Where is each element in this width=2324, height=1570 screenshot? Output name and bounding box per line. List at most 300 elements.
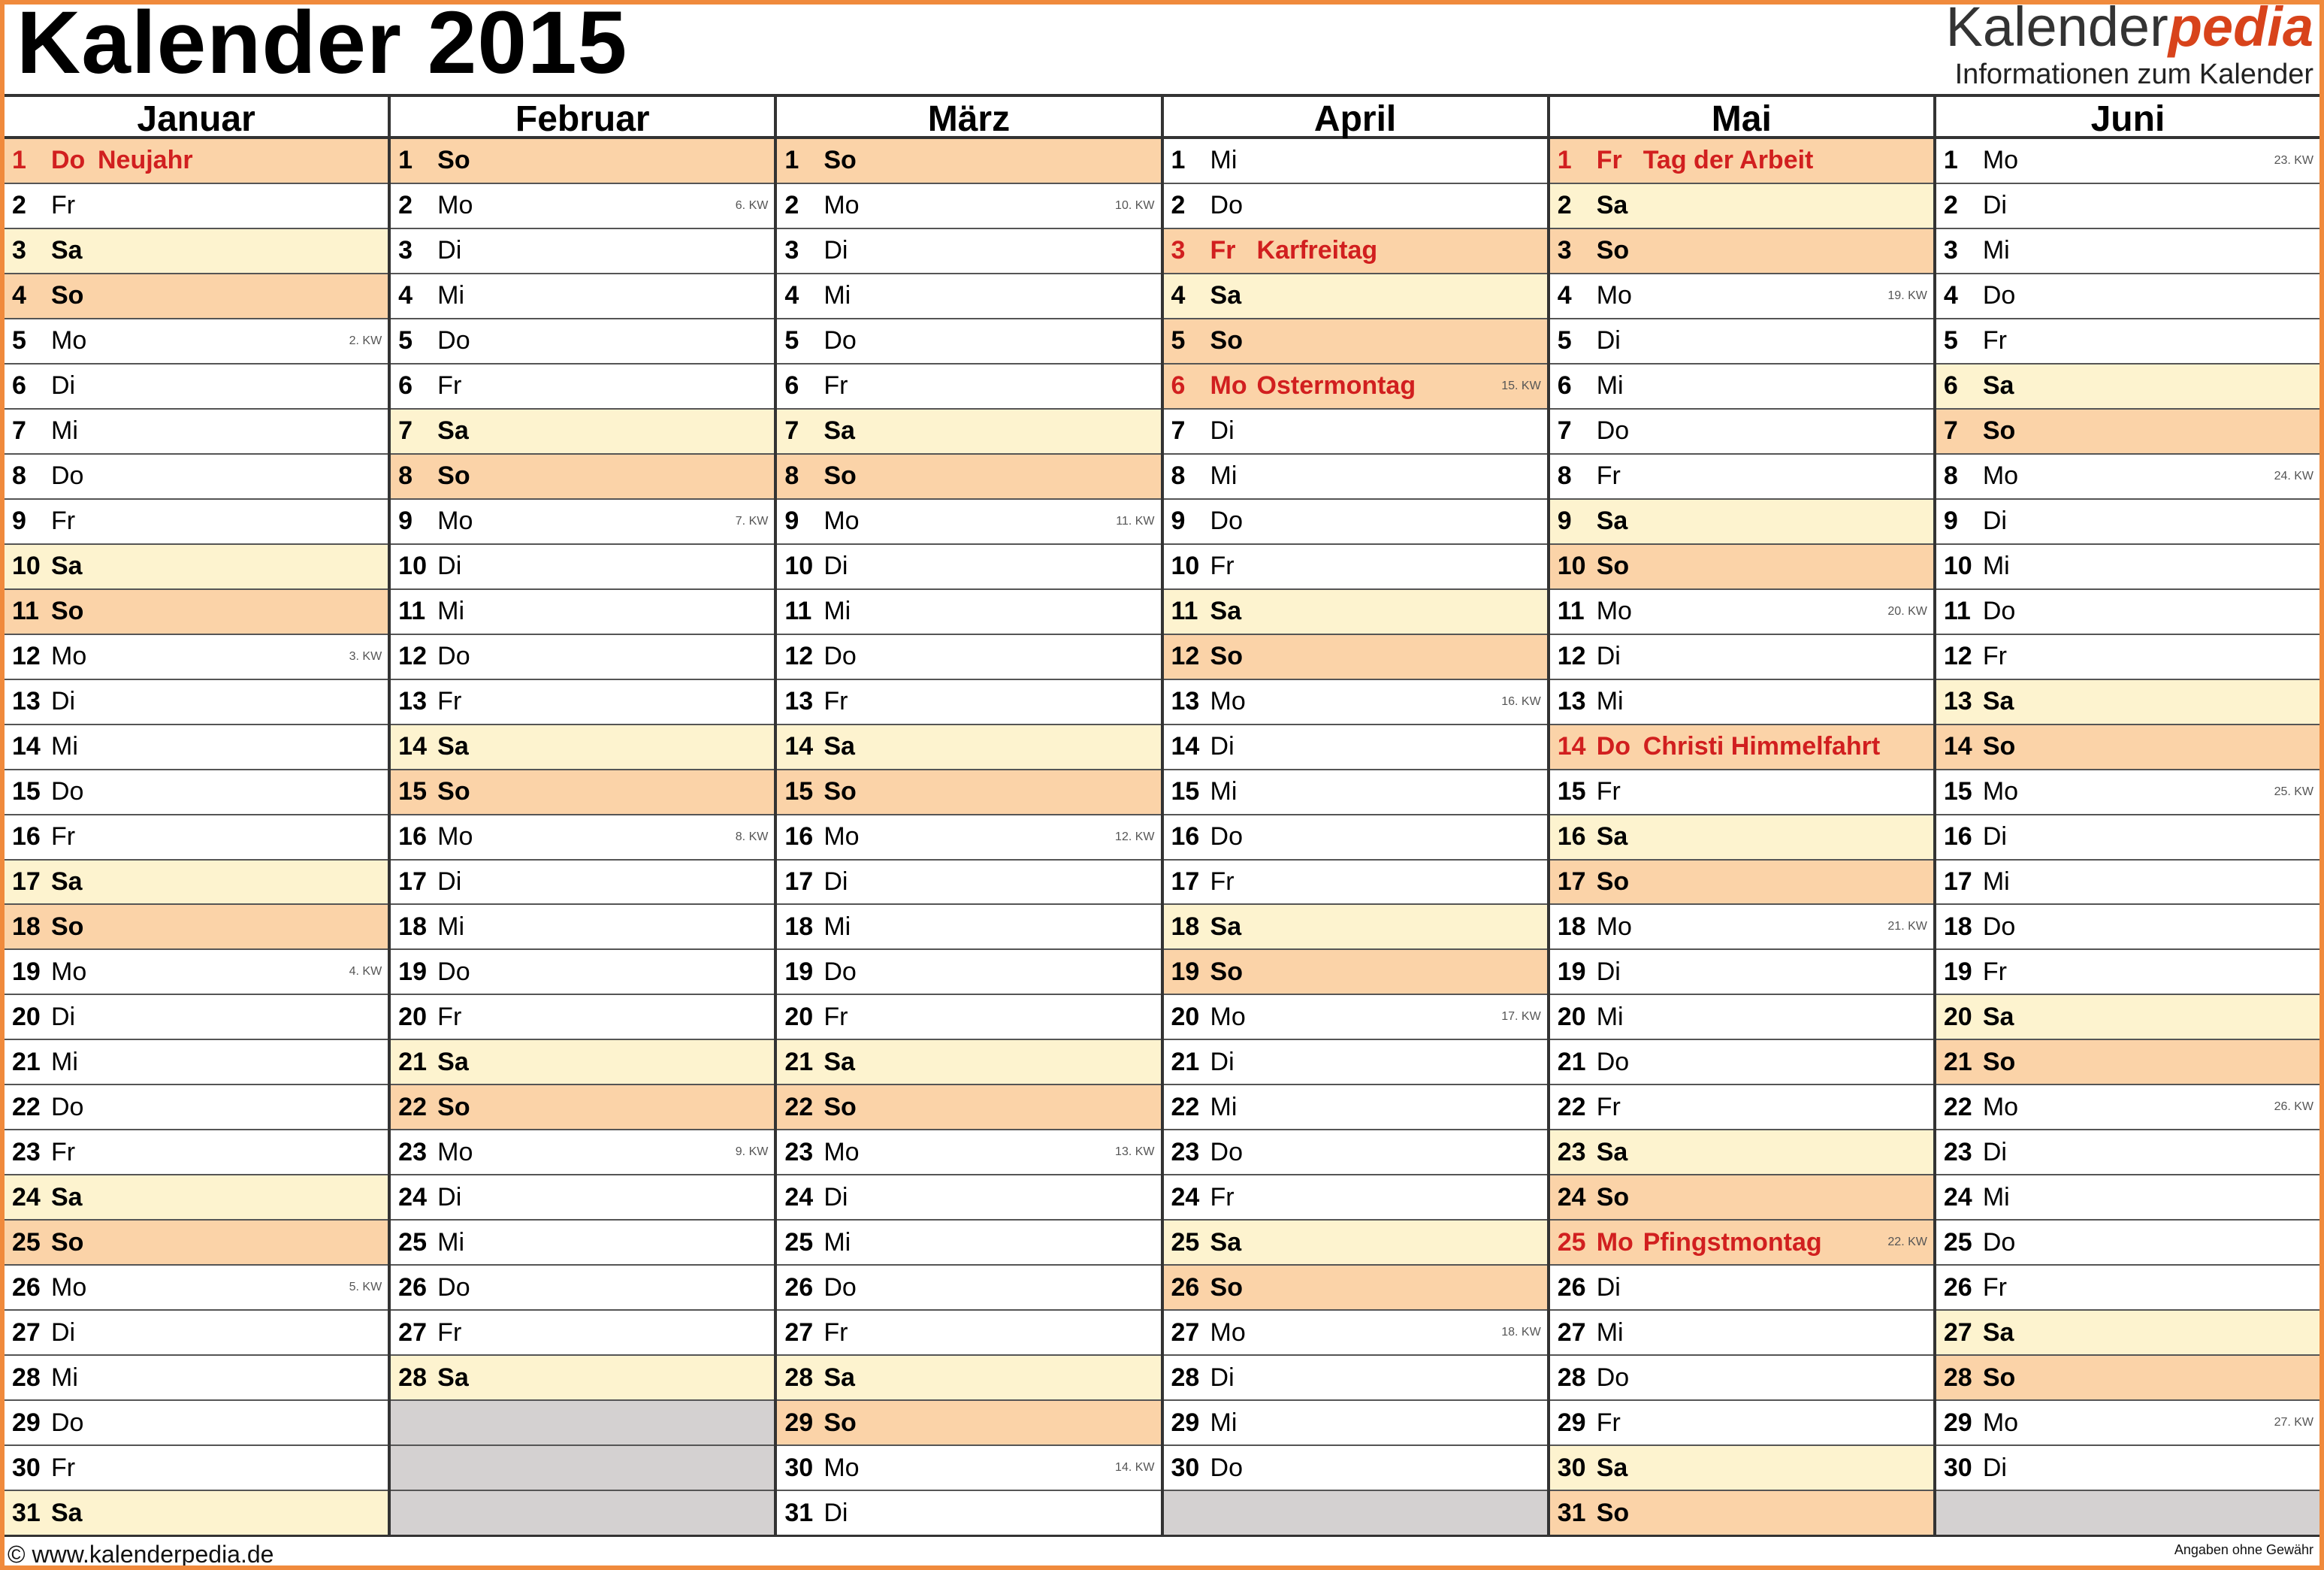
day-row — [1936, 590, 2319, 635]
day-number: 1 — [1943, 146, 1958, 175]
day-number: 11 — [1943, 597, 1971, 626]
weekday-label: Di — [51, 1317, 76, 1347]
day-row — [1164, 635, 1547, 680]
day-number: 1 — [398, 146, 413, 175]
weekday-label: Do — [51, 1092, 84, 1121]
day-row — [1550, 1311, 1933, 1356]
day-row — [391, 905, 774, 950]
day-row — [1164, 770, 1547, 815]
weekday-label: Mi — [1596, 1317, 1624, 1347]
day-row — [1164, 545, 1547, 590]
day-row — [1550, 905, 1933, 950]
weekday-label: Mo — [1210, 687, 1246, 716]
day-number: 2 — [784, 191, 799, 220]
day-number: 6 — [1557, 371, 1572, 401]
day-number: 16 — [1557, 822, 1586, 852]
day-row — [777, 365, 1160, 410]
day-row — [777, 1446, 1160, 1491]
weekday-label: Fr — [437, 1317, 462, 1347]
day-number: 22 — [1943, 1092, 1972, 1121]
weekday-label: So — [824, 1408, 857, 1437]
month-column — [5, 94, 391, 1537]
day-row — [1936, 274, 2319, 319]
weekday-label: Mo — [51, 1272, 87, 1302]
day-number: 30 — [12, 1453, 41, 1482]
day-row — [5, 1266, 388, 1311]
day-number: 30 — [1171, 1453, 1200, 1482]
day-row — [5, 229, 388, 274]
weekday-label: Fr — [437, 1002, 462, 1031]
day-number: 20 — [1171, 1002, 1200, 1031]
day-number: 1 — [12, 146, 26, 175]
day-row — [391, 1221, 774, 1266]
day-row — [777, 229, 1160, 274]
day-number: 5 — [398, 326, 413, 355]
day-row — [1164, 1446, 1547, 1491]
month-column — [1550, 94, 1936, 1537]
weekday-label: Sa — [1210, 912, 1242, 941]
day-row — [777, 590, 1160, 635]
weekday-label: Fr — [51, 1453, 76, 1482]
day-row — [1164, 455, 1547, 500]
weekday-label: Sa — [1596, 1453, 1628, 1482]
day-row — [1550, 184, 1933, 229]
weekday-label: Do — [1982, 912, 2016, 941]
weekday-label: Mo — [1596, 597, 1632, 626]
day-row — [1550, 545, 1933, 590]
weekday-label: Di — [437, 867, 462, 896]
week-number-label: 15. KW — [1501, 379, 1541, 392]
weekday-label: Sa — [1210, 281, 1242, 310]
day-number: 8 — [12, 461, 26, 491]
day-number: 17 — [784, 867, 814, 896]
weekday-label: Sa — [1982, 1317, 2014, 1347]
day-number: 9 — [1943, 507, 1958, 536]
day-number: 8 — [1171, 461, 1186, 491]
week-number-label: 8. KW — [735, 830, 769, 843]
day-number: 24 — [398, 1182, 427, 1212]
day-number: 22 — [1171, 1092, 1200, 1121]
day-number: 13 — [1171, 687, 1200, 716]
day-number: 6 — [12, 371, 26, 401]
day-row — [1550, 229, 1933, 274]
weekday-label: Do — [437, 326, 470, 355]
day-row — [1164, 815, 1547, 861]
weekday-label: Fr — [1982, 1272, 2007, 1302]
weekday-label: Di — [437, 236, 462, 265]
day-row — [777, 274, 1160, 319]
day-number: 21 — [1557, 1047, 1586, 1076]
day-number: 15 — [1557, 777, 1586, 806]
day-number: 17 — [1943, 867, 1972, 896]
weekday-label: Di — [1596, 642, 1621, 671]
day-number: 19 — [784, 957, 814, 986]
footer-disclaimer: Angaben ohne Gewähr — [2174, 1542, 2313, 1557]
day-row — [777, 1401, 1160, 1446]
day-number: 7 — [12, 416, 26, 446]
weekday-label: Sa — [51, 1182, 83, 1212]
weekday-label: Sa — [437, 732, 469, 761]
day-row — [1936, 1356, 2319, 1401]
day-number: 15 — [1171, 777, 1200, 806]
weekday-label: Di — [1210, 1047, 1235, 1076]
week-number-label: 9. KW — [735, 1145, 769, 1159]
weekday-label: Mo — [1982, 1092, 2019, 1121]
weekday-label: Sa — [824, 1047, 855, 1076]
weekday-label: Fr — [1210, 867, 1235, 896]
week-number-label: 21. KW — [1887, 920, 1927, 933]
day-number: 8 — [1943, 461, 1958, 491]
day-number: 3 — [1171, 236, 1186, 265]
day-row — [777, 861, 1160, 906]
day-row — [777, 1491, 1160, 1537]
holiday-name: Tag der Arbeit — [1643, 146, 1814, 175]
week-number-label: 10. KW — [1115, 198, 1155, 212]
weekday-label: So — [1596, 552, 1630, 581]
day-number: 25 — [1171, 1227, 1200, 1257]
day-number: 23 — [1943, 1137, 1972, 1166]
empty-day-cell — [1936, 1491, 2319, 1537]
weekday-label: Di — [1982, 1137, 2007, 1166]
day-row — [777, 1356, 1160, 1401]
day-number: 22 — [784, 1092, 814, 1121]
day-row — [391, 1311, 774, 1356]
day-row — [1164, 1311, 1547, 1356]
day-number: 4 — [398, 281, 413, 310]
day-number: 10 — [784, 552, 814, 581]
day-row — [391, 500, 774, 545]
day-number: 16 — [1171, 822, 1200, 852]
empty-day-cell — [391, 1401, 774, 1446]
day-row — [1164, 1356, 1547, 1401]
day-number: 22 — [398, 1092, 427, 1121]
day-number: 16 — [398, 822, 427, 852]
weekday-label: Do — [1982, 281, 2016, 310]
day-row — [1164, 861, 1547, 906]
weekday-label: Mi — [1596, 687, 1624, 716]
day-row — [5, 545, 388, 590]
day-number: 31 — [12, 1498, 41, 1527]
day-row — [1164, 319, 1547, 365]
weekday-label: So — [437, 1092, 470, 1121]
weekday-label: Mo — [1596, 281, 1632, 310]
week-number-label: 11. KW — [1116, 514, 1155, 528]
day-row — [5, 319, 388, 365]
month-header: Januar — [5, 94, 388, 139]
week-number-label: 14. KW — [1115, 1461, 1155, 1475]
weekday-label: Mi — [1596, 371, 1624, 401]
weekday-label: Mo — [1210, 371, 1247, 401]
day-row — [5, 725, 388, 770]
day-row — [1550, 319, 1933, 365]
day-row — [391, 1085, 774, 1130]
day-row — [1936, 770, 2319, 815]
weekday-label: So — [824, 461, 857, 491]
weekday-label: Do — [1210, 1137, 1243, 1166]
day-number: 19 — [1943, 957, 1972, 986]
weekday-label: Do — [1982, 1227, 2016, 1257]
weekday-label: Mo — [437, 822, 473, 852]
day-number: 21 — [784, 1047, 814, 1076]
weekday-label: Sa — [437, 1363, 469, 1392]
day-number: 12 — [12, 642, 41, 671]
day-row — [5, 365, 388, 410]
day-row — [391, 274, 774, 319]
day-row — [1164, 139, 1547, 184]
day-number: 18 — [12, 912, 41, 941]
day-number: 29 — [1943, 1408, 1972, 1437]
weekday-label: Do — [51, 777, 84, 806]
weekday-label: Di — [437, 1182, 462, 1212]
day-row — [1550, 770, 1933, 815]
holiday-name: Christi Himmelfahrt — [1643, 732, 1881, 761]
day-number: 29 — [1171, 1408, 1200, 1437]
empty-day-cell — [1164, 1491, 1547, 1537]
day-row — [777, 410, 1160, 455]
weekday-label: Di — [1210, 732, 1235, 761]
weekday-label: Mo — [824, 507, 860, 536]
day-row — [1936, 950, 2319, 995]
day-row — [1550, 1266, 1933, 1311]
day-number: 21 — [398, 1047, 427, 1076]
day-row — [391, 861, 774, 906]
day-number: 22 — [1557, 1092, 1586, 1121]
weekday-label: Di — [824, 1498, 848, 1527]
weekday-label: Mi — [824, 1227, 851, 1257]
day-number: 14 — [12, 732, 41, 761]
day-row — [1936, 410, 2319, 455]
day-number: 13 — [398, 687, 427, 716]
day-number: 31 — [784, 1498, 814, 1527]
day-row — [391, 725, 774, 770]
day-row — [1550, 455, 1933, 500]
weekday-label: Fr — [1596, 1408, 1621, 1437]
day-number: 17 — [398, 867, 427, 896]
day-row — [391, 1130, 774, 1175]
weekday-label: So — [1596, 867, 1630, 896]
day-row — [1164, 590, 1547, 635]
weekday-label: Di — [51, 687, 76, 716]
day-row — [5, 410, 388, 455]
weekday-label: Mi — [51, 416, 78, 446]
day-number: 31 — [1557, 1498, 1586, 1527]
weekday-label: Do — [1210, 822, 1243, 852]
weekday-label: Mo — [824, 1137, 860, 1166]
day-number: 20 — [784, 1002, 814, 1031]
day-number: 18 — [784, 912, 814, 941]
day-number: 13 — [12, 687, 41, 716]
weekday-label: Fr — [437, 687, 462, 716]
weekday-label: Mi — [1982, 867, 2010, 896]
day-row — [391, 1266, 774, 1311]
day-row — [1936, 1130, 2319, 1175]
weekday-label: Sa — [51, 867, 83, 896]
day-row — [1550, 274, 1933, 319]
weekday-label: Do — [1596, 1363, 1630, 1392]
weekday-label: Fr — [51, 191, 76, 220]
week-number-label: 13. KW — [1115, 1145, 1155, 1159]
weekday-label: Mi — [1210, 1408, 1238, 1437]
day-row — [1550, 1040, 1933, 1085]
day-number: 4 — [12, 281, 26, 310]
day-row — [1936, 1040, 2319, 1085]
weekday-label: Fr — [1596, 777, 1621, 806]
day-row — [1550, 680, 1933, 725]
day-number: 26 — [12, 1272, 41, 1302]
day-row — [1936, 500, 2319, 545]
day-number: 28 — [1171, 1363, 1200, 1392]
weekday-label: Fr — [824, 371, 848, 401]
month-days — [1164, 139, 1547, 1537]
day-row — [1936, 1221, 2319, 1266]
footer-copyright[interactable]: © www.kalenderpedia.de — [8, 1541, 274, 1568]
day-number: 1 — [1171, 146, 1186, 175]
day-number: 10 — [1557, 552, 1586, 581]
weekday-label: So — [1982, 732, 2016, 761]
day-number: 18 — [1943, 912, 1972, 941]
weekday-label: Do — [824, 326, 857, 355]
day-number: 23 — [784, 1137, 814, 1166]
day-row — [5, 1085, 388, 1130]
day-number: 11 — [398, 597, 426, 626]
week-number-label: 19. KW — [1887, 289, 1927, 302]
day-row — [1936, 861, 2319, 906]
day-row — [1164, 274, 1547, 319]
month-header: März — [777, 94, 1160, 139]
day-row — [1550, 1356, 1933, 1401]
day-row — [1164, 950, 1547, 995]
weekday-label: Mi — [1210, 777, 1238, 806]
holiday-name: Pfingstmontag — [1643, 1227, 1822, 1257]
day-row — [5, 950, 388, 995]
week-number-label: 26. KW — [2274, 1100, 2314, 1114]
weekday-label: Mi — [51, 1363, 78, 1392]
day-row — [1550, 1175, 1933, 1221]
day-number: 3 — [398, 236, 413, 265]
weekday-label: Sa — [437, 1047, 469, 1076]
day-number: 27 — [1557, 1317, 1586, 1347]
day-number: 27 — [12, 1317, 41, 1347]
day-number: 6 — [1171, 371, 1186, 401]
weekday-label: Mo — [1596, 1227, 1633, 1257]
weekday-label: Di — [1982, 507, 2007, 536]
day-row — [1164, 500, 1547, 545]
weekday-label: So — [437, 461, 470, 491]
holiday-name: Karfreitag — [1256, 236, 1378, 265]
day-number: 5 — [1943, 326, 1958, 355]
weekday-label: Di — [1982, 822, 2007, 852]
weekday-label: Sa — [1596, 507, 1628, 536]
day-number: 25 — [398, 1227, 427, 1257]
day-number: 29 — [1557, 1408, 1586, 1437]
day-row — [5, 635, 388, 680]
weekday-label: So — [1982, 1047, 2016, 1076]
day-number: 30 — [784, 1453, 814, 1482]
weekday-label: Mo — [1210, 1002, 1246, 1031]
day-row — [1550, 1446, 1933, 1491]
day-row — [1936, 680, 2319, 725]
weekday-label: Do — [437, 957, 470, 986]
day-row — [1936, 1401, 2319, 1446]
day-row — [777, 545, 1160, 590]
day-number: 14 — [1943, 732, 1972, 761]
weekday-label: So — [1210, 326, 1243, 355]
weekday-label: Fr — [1596, 461, 1621, 491]
weekday-label: Mi — [51, 732, 78, 761]
day-number: 8 — [784, 461, 799, 491]
day-row — [391, 1356, 774, 1401]
weekday-label: So — [51, 281, 84, 310]
day-number: 21 — [1943, 1047, 1972, 1076]
day-number: 23 — [12, 1137, 41, 1166]
day-row — [391, 319, 774, 365]
day-row — [777, 319, 1160, 365]
day-row — [391, 455, 774, 500]
weekday-label: Di — [824, 867, 848, 896]
weekday-label: So — [51, 912, 84, 941]
day-row — [777, 950, 1160, 995]
weekday-label: Sa — [824, 732, 855, 761]
day-number: 16 — [1943, 822, 1972, 852]
day-number: 1 — [1557, 146, 1572, 175]
day-row — [777, 770, 1160, 815]
day-row — [1936, 995, 2319, 1040]
day-number: 8 — [1557, 461, 1572, 491]
weekday-label: Mo — [1982, 461, 2019, 491]
weekday-label: Sa — [824, 1363, 855, 1392]
day-row — [5, 1221, 388, 1266]
day-number: 2 — [1171, 191, 1186, 220]
day-number: 9 — [398, 507, 413, 536]
day-row — [1936, 455, 2319, 500]
day-number: 24 — [1171, 1182, 1200, 1212]
weekday-label: Sa — [1982, 687, 2014, 716]
day-number: 2 — [1557, 191, 1572, 220]
week-number-label: 3. KW — [349, 649, 382, 663]
month-column — [1936, 94, 2319, 1537]
day-number: 2 — [1943, 191, 1958, 220]
day-row — [1936, 1311, 2319, 1356]
month-header: Juni — [1936, 94, 2319, 139]
day-number: 25 — [784, 1227, 814, 1257]
day-number: 6 — [1943, 371, 1958, 401]
brand-name — [1946, 0, 2314, 59]
day-number: 30 — [1943, 1453, 1972, 1482]
day-number: 24 — [1557, 1182, 1586, 1212]
weekday-label: So — [824, 146, 857, 175]
day-row — [1936, 1175, 2319, 1221]
weekday-label: Mo — [824, 822, 860, 852]
day-row — [391, 184, 774, 229]
day-number: 26 — [1943, 1272, 1972, 1302]
day-number: 26 — [1557, 1272, 1586, 1302]
day-row — [777, 184, 1160, 229]
day-number: 26 — [1171, 1272, 1200, 1302]
weekday-label: Mo — [1982, 1408, 2019, 1437]
week-number-label: 23. KW — [2274, 153, 2314, 167]
day-number: 12 — [1171, 642, 1200, 671]
day-row — [391, 590, 774, 635]
weekday-label: So — [1596, 1182, 1630, 1212]
week-number-label: 5. KW — [349, 1281, 382, 1294]
weekday-label: Mo — [824, 1453, 860, 1482]
day-row — [1164, 1401, 1547, 1446]
day-number: 19 — [398, 957, 427, 986]
weekday-label: Di — [51, 371, 76, 401]
day-number: 10 — [1171, 552, 1200, 581]
weekday-label: Do — [437, 1272, 470, 1302]
week-number-label: 16. KW — [1501, 694, 1541, 708]
